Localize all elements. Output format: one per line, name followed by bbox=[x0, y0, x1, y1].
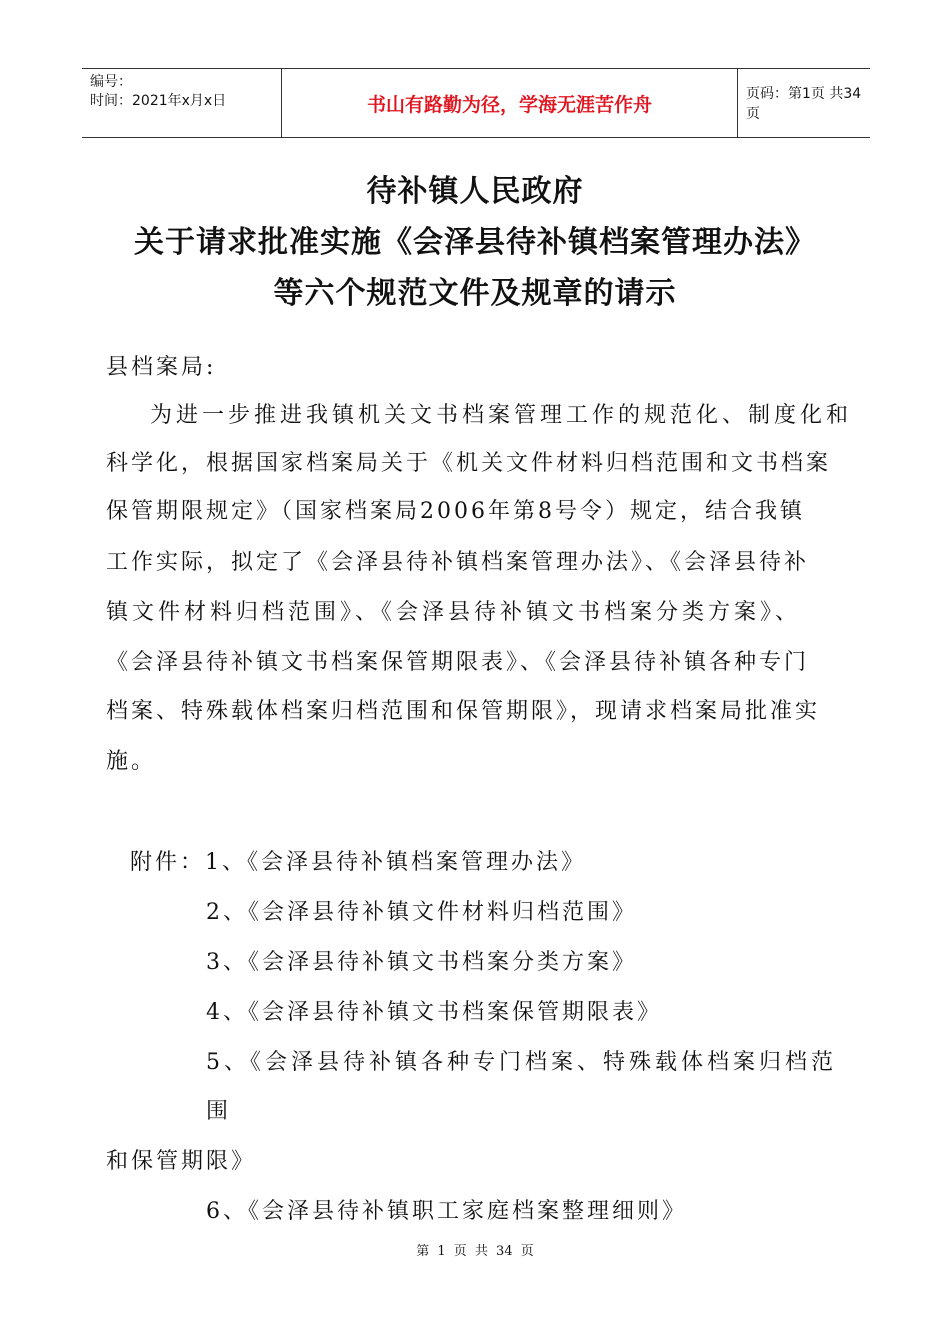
header-page-info: 页码：第1页 共34页 bbox=[746, 86, 862, 122]
header-motto: 书山有路勤为径，学海无涯苦作舟 bbox=[282, 69, 738, 137]
title-line-1: 待补镇人民政府 bbox=[366, 174, 584, 209]
paragraph-line: 施。 bbox=[106, 749, 157, 774]
header-meta bbox=[82, 69, 282, 137]
paragraph-line: 为进一步推进我镇机关文书档案管理工作的规范化、制度化和 bbox=[150, 403, 853, 428]
attachment-item-continued: 围 bbox=[206, 1099, 232, 1124]
paragraph-line: 《会泽县待补镇文书档案保管期限表》、《会泽县待补镇各种专门 bbox=[106, 650, 810, 675]
attachment-item: 4、《会泽县待补镇文书档案保管期限表》 bbox=[206, 1000, 662, 1025]
attachment-item-continued: 和保管期限》 bbox=[106, 1149, 257, 1174]
header-number: 编号： bbox=[90, 74, 132, 90]
paragraph-line: 保管期限规定》（国家档案局2006年第8号令）规定，结合我镇 bbox=[106, 499, 805, 524]
attachment-item: 附件：1、《会泽县待补镇档案管理办法》 bbox=[130, 850, 586, 875]
paragraph-line: 镇文件材料归档范围》、《会泽县待补镇文书档案分类方案》、 bbox=[106, 600, 802, 625]
document-header bbox=[82, 68, 870, 138]
paragraph-line: 工作实际，拟定了《会泽县待补镇档案管理办法》、《会泽县待补 bbox=[106, 550, 810, 575]
attachment-item: 3、《会泽县待补镇文书档案分类方案》 bbox=[206, 950, 637, 975]
title-line-3: 等六个规范文件及规章的请示 bbox=[273, 276, 677, 311]
salutation: 县档案局: bbox=[106, 355, 217, 380]
attachment-item: 2、《会泽县待补镇文件材料归档范围》 bbox=[206, 900, 637, 925]
attachment-item: 6、《会泽县待补镇职工家庭档案整理细则》 bbox=[206, 1199, 687, 1224]
paragraph-line: 档案、特殊载体档案归档范围和保管期限》，现请求档案局批准实 bbox=[106, 699, 821, 724]
attachment-item: 5、《会泽县待补镇各种专门档案、特殊载体档案归档范 bbox=[206, 1050, 837, 1075]
title-line-2: 关于请求批准实施《会泽县待补镇档案管理办法》 bbox=[134, 225, 816, 260]
header-time: 时间：2021年x月x日 bbox=[90, 93, 227, 109]
page-footer: 第 1 页 共 34 页 bbox=[416, 1244, 534, 1259]
paragraph-line: 科学化，根据国家档案局关于《机关文件材料归档范围和文书档案 bbox=[106, 451, 832, 476]
